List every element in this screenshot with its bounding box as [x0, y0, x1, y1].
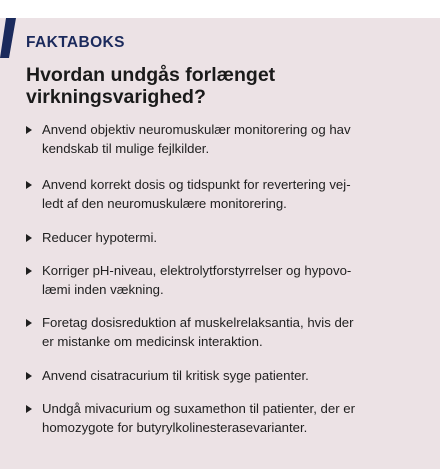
bullet-line: Undgå mivacurium og suxamethon til patienter, der er — [42, 401, 355, 416]
bullet-line: Anvend objektiv neuromuskulær monitorering og hav — [42, 122, 351, 137]
triangle-right-icon — [26, 181, 32, 189]
triangle-right-icon — [26, 234, 32, 242]
bullet-line: homozygote for butyrylkolinesterasevarianter. — [42, 420, 308, 435]
triangle-right-icon — [26, 319, 32, 327]
factbox-label: FAKTABOKS — [26, 34, 125, 51]
factbox-accent-tab — [0, 18, 16, 58]
heading-line: Hvordan undgås forlænget — [26, 64, 276, 86]
bullet-line: er mistanke om medicinsk interaktion. — [42, 334, 263, 349]
bullet-line: Anvend korrekt dosis og tidspunkt for revertering vej- — [42, 177, 351, 192]
triangle-right-icon — [26, 126, 32, 134]
bullet-line: kendskab til mulige fejlkilder. — [42, 141, 210, 156]
bullet-line: Anvend cisatracurium til kritisk syge patienter. — [42, 368, 309, 383]
triangle-right-icon — [26, 267, 32, 275]
heading-line: virkningsvarighed? — [26, 86, 206, 108]
triangle-right-icon — [26, 372, 32, 380]
bullet-line: Korriger pH-niveau, elektrolytforstyrrelser og hypovo- — [42, 263, 352, 278]
factbox-heading — [26, 64, 426, 108]
bullet-line: Foretag dosisreduktion af muskelrelaksantia, hvis der — [42, 315, 354, 330]
bullet-line: Reducer hypotermi. — [42, 230, 158, 245]
bullet-line: læmi inden vækning. — [42, 282, 164, 297]
triangle-right-icon — [26, 405, 32, 413]
bullet-line: ledt af den neuromuskulære monitorering. — [42, 196, 287, 211]
